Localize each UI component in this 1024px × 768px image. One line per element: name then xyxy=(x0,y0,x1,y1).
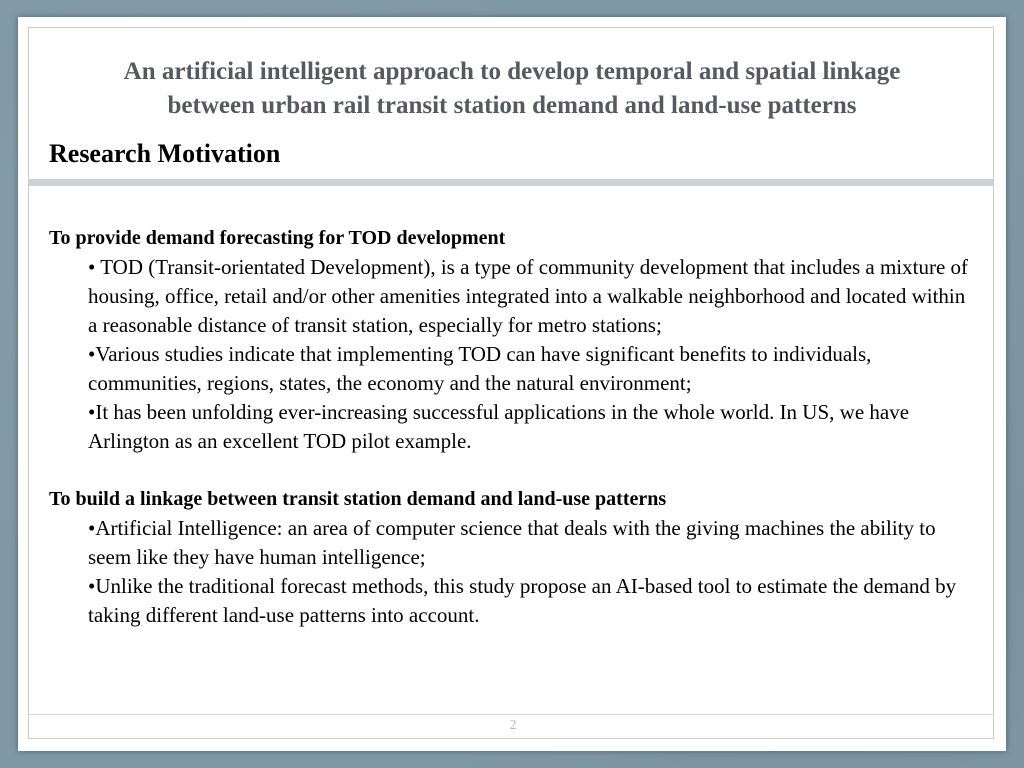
slide-title-line-2: between urban rail transit station demand and land-use patterns xyxy=(167,92,857,119)
title-divider xyxy=(29,179,993,186)
section-spacer xyxy=(49,456,969,485)
slide-body xyxy=(49,224,969,630)
bullet-tod-applications: •It has been unfolding ever-increasing successful applications in the whole world. In US, we have Arlington as an excellent TOD pilot example. xyxy=(88,400,910,453)
bullet-ai-definition: •Artificial Intelligence: an area of computer science that deals with the giving machines the ability to seem like they have human intelligence; xyxy=(88,516,936,569)
page-number: 2 xyxy=(509,718,517,733)
section-subtitle: Research Motivation xyxy=(49,139,281,168)
section-heading-tod-forecasting: To provide demand forecasting for TOD development xyxy=(49,227,506,249)
bullet-tod-benefits: •Various studies indicate that implementing TOD can have significant benefits to individuals, communities, regions, states, the economy and the natural environment; xyxy=(88,342,872,395)
slide-title xyxy=(48,55,976,123)
section-heading-linkage: To build a linkage between transit station demand and land-use patterns xyxy=(49,488,667,510)
slide-title-line-1: An artificial intelligent approach to develop temporal and spatial linkage xyxy=(123,58,901,85)
bullet-ai-tool: •Unlike the traditional forecast methods, this study propose an AI-based tool to estimate the demand by taking different land-use patterns into account. xyxy=(88,574,957,627)
slide xyxy=(18,17,1006,751)
bullet-tod-definition: • TOD (Transit-orientated Development), is a type of community development that includes a mixture of housing, office, retail and/or other amenities integrated into a walkable neighborhood and located within a reasonable distance of transit station, especially for metro stations; xyxy=(88,255,969,337)
footer-divider xyxy=(29,714,993,715)
